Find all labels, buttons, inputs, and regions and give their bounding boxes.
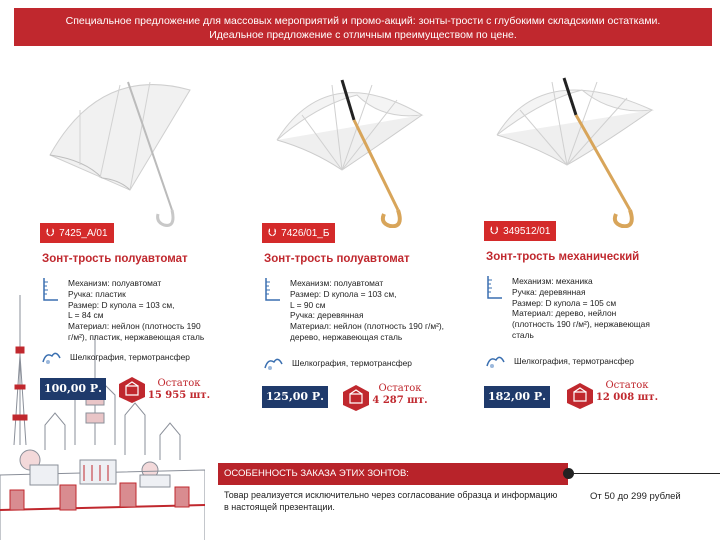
print-methods: Шелкография, термотрансфер bbox=[70, 352, 190, 362]
connector-dot bbox=[563, 468, 574, 479]
spec-list bbox=[290, 278, 466, 343]
article-number: 349512/01 bbox=[503, 226, 551, 237]
down-arrow-icon: ⮋ bbox=[46, 227, 55, 239]
ruler-icon bbox=[484, 274, 506, 300]
umbrella-image bbox=[40, 60, 220, 228]
print-methods: Шелкография, термотрансфер bbox=[514, 356, 634, 366]
spec-line: Размер: D купола = 103 см, bbox=[68, 299, 175, 310]
box-icon bbox=[566, 382, 594, 410]
box-icon bbox=[118, 376, 146, 404]
spec-line: Ручка: деревянная bbox=[512, 286, 586, 297]
stock-info bbox=[144, 378, 214, 402]
banner-line-1: Специальное предложение для массовых мероприятий и промо-акций: зонты-трости с глубокими складскими остатками. bbox=[65, 15, 661, 27]
spec-list bbox=[512, 276, 688, 341]
umbrella-image bbox=[492, 60, 672, 228]
product-title: Зонт-трость полуавтомат bbox=[42, 253, 188, 265]
article-number: 7426/01_Б bbox=[281, 228, 330, 239]
box-icon bbox=[342, 384, 370, 412]
article-label bbox=[262, 223, 335, 243]
spec-line: Материал: дерево, нейлон bbox=[512, 308, 617, 319]
product-card bbox=[262, 60, 490, 480]
stock-value: 12 008 шт. bbox=[595, 392, 659, 403]
banner-line-2: Идеальное предложение с отличным преимуществом по цене. bbox=[209, 29, 517, 41]
product-title: Зонт-трость механический bbox=[486, 251, 640, 263]
spec-line: Материал: нейлон (плотность 190 г/м²), bbox=[290, 321, 444, 332]
spec-line: сталь bbox=[512, 329, 534, 340]
price-tag: 125,00 Р. bbox=[262, 386, 328, 408]
price-tag: 182,00 Р. bbox=[484, 386, 550, 408]
spec-line: Материал: нейлон (плотность 190 bbox=[68, 321, 201, 332]
spec-line: L = 90 см bbox=[290, 299, 326, 310]
product-card bbox=[484, 60, 712, 480]
article-label bbox=[40, 223, 114, 243]
stock-info bbox=[368, 383, 432, 407]
price-range: От 50 до 299 рублей bbox=[590, 491, 681, 502]
spec-line: Механизм: механика bbox=[512, 276, 593, 286]
connector-line bbox=[574, 473, 720, 474]
ruler-icon bbox=[40, 276, 62, 302]
umbrella-image bbox=[272, 60, 452, 228]
print-icon bbox=[484, 350, 508, 370]
spec-line: Размер: D купола = 103 см, bbox=[290, 288, 397, 299]
product-title: Зонт-трость полуавтомат bbox=[264, 253, 410, 265]
article-number: 7425_A/01 bbox=[59, 228, 108, 239]
spec-line: Ручка: деревянная bbox=[290, 310, 364, 321]
stock-value: 4 287 шт. bbox=[372, 395, 428, 406]
spec-line: г/м²), пластик, нержавеющая сталь bbox=[68, 331, 205, 342]
spec-line: дерево, нержавеющая сталь bbox=[290, 331, 403, 342]
stock-label: Остаток bbox=[378, 383, 422, 394]
spec-line: L = 84 см bbox=[68, 310, 104, 321]
spec-line: Механизм: полуавтомат bbox=[68, 278, 162, 288]
promo-banner bbox=[14, 8, 712, 46]
article-label bbox=[484, 221, 556, 241]
feature-description: Товар реализуется исключительно через согласование образца и информацию в настоящей презентации. bbox=[224, 490, 558, 512]
price-tag: 100,00 Р. bbox=[40, 378, 106, 400]
spec-line: Ручка: пластик bbox=[68, 288, 126, 299]
ruler-icon bbox=[262, 276, 284, 302]
product-card bbox=[40, 60, 268, 480]
print-methods: Шелкография, термотрансфер bbox=[292, 358, 412, 368]
spec-line: Механизм: полуавтомат bbox=[290, 278, 384, 288]
down-arrow-icon: ⮋ bbox=[268, 227, 277, 239]
stock-label: Остаток bbox=[157, 378, 201, 389]
print-icon bbox=[40, 346, 64, 366]
feature-heading: ОСОБЕННОСТЬ ЗАКАЗА ЭТИХ ЗОНТОВ: bbox=[218, 463, 568, 485]
spec-list bbox=[68, 278, 244, 343]
stock-value: 15 955 шт. bbox=[147, 390, 211, 401]
spec-line: Размер: D купола = 105 см bbox=[512, 297, 617, 308]
stock-label: Остаток bbox=[605, 380, 649, 391]
print-icon bbox=[262, 352, 286, 372]
spec-line: (плотность 190 г/м²), нержавеющая bbox=[512, 319, 650, 330]
stock-info bbox=[592, 380, 662, 404]
down-arrow-icon: ⮋ bbox=[490, 225, 499, 237]
